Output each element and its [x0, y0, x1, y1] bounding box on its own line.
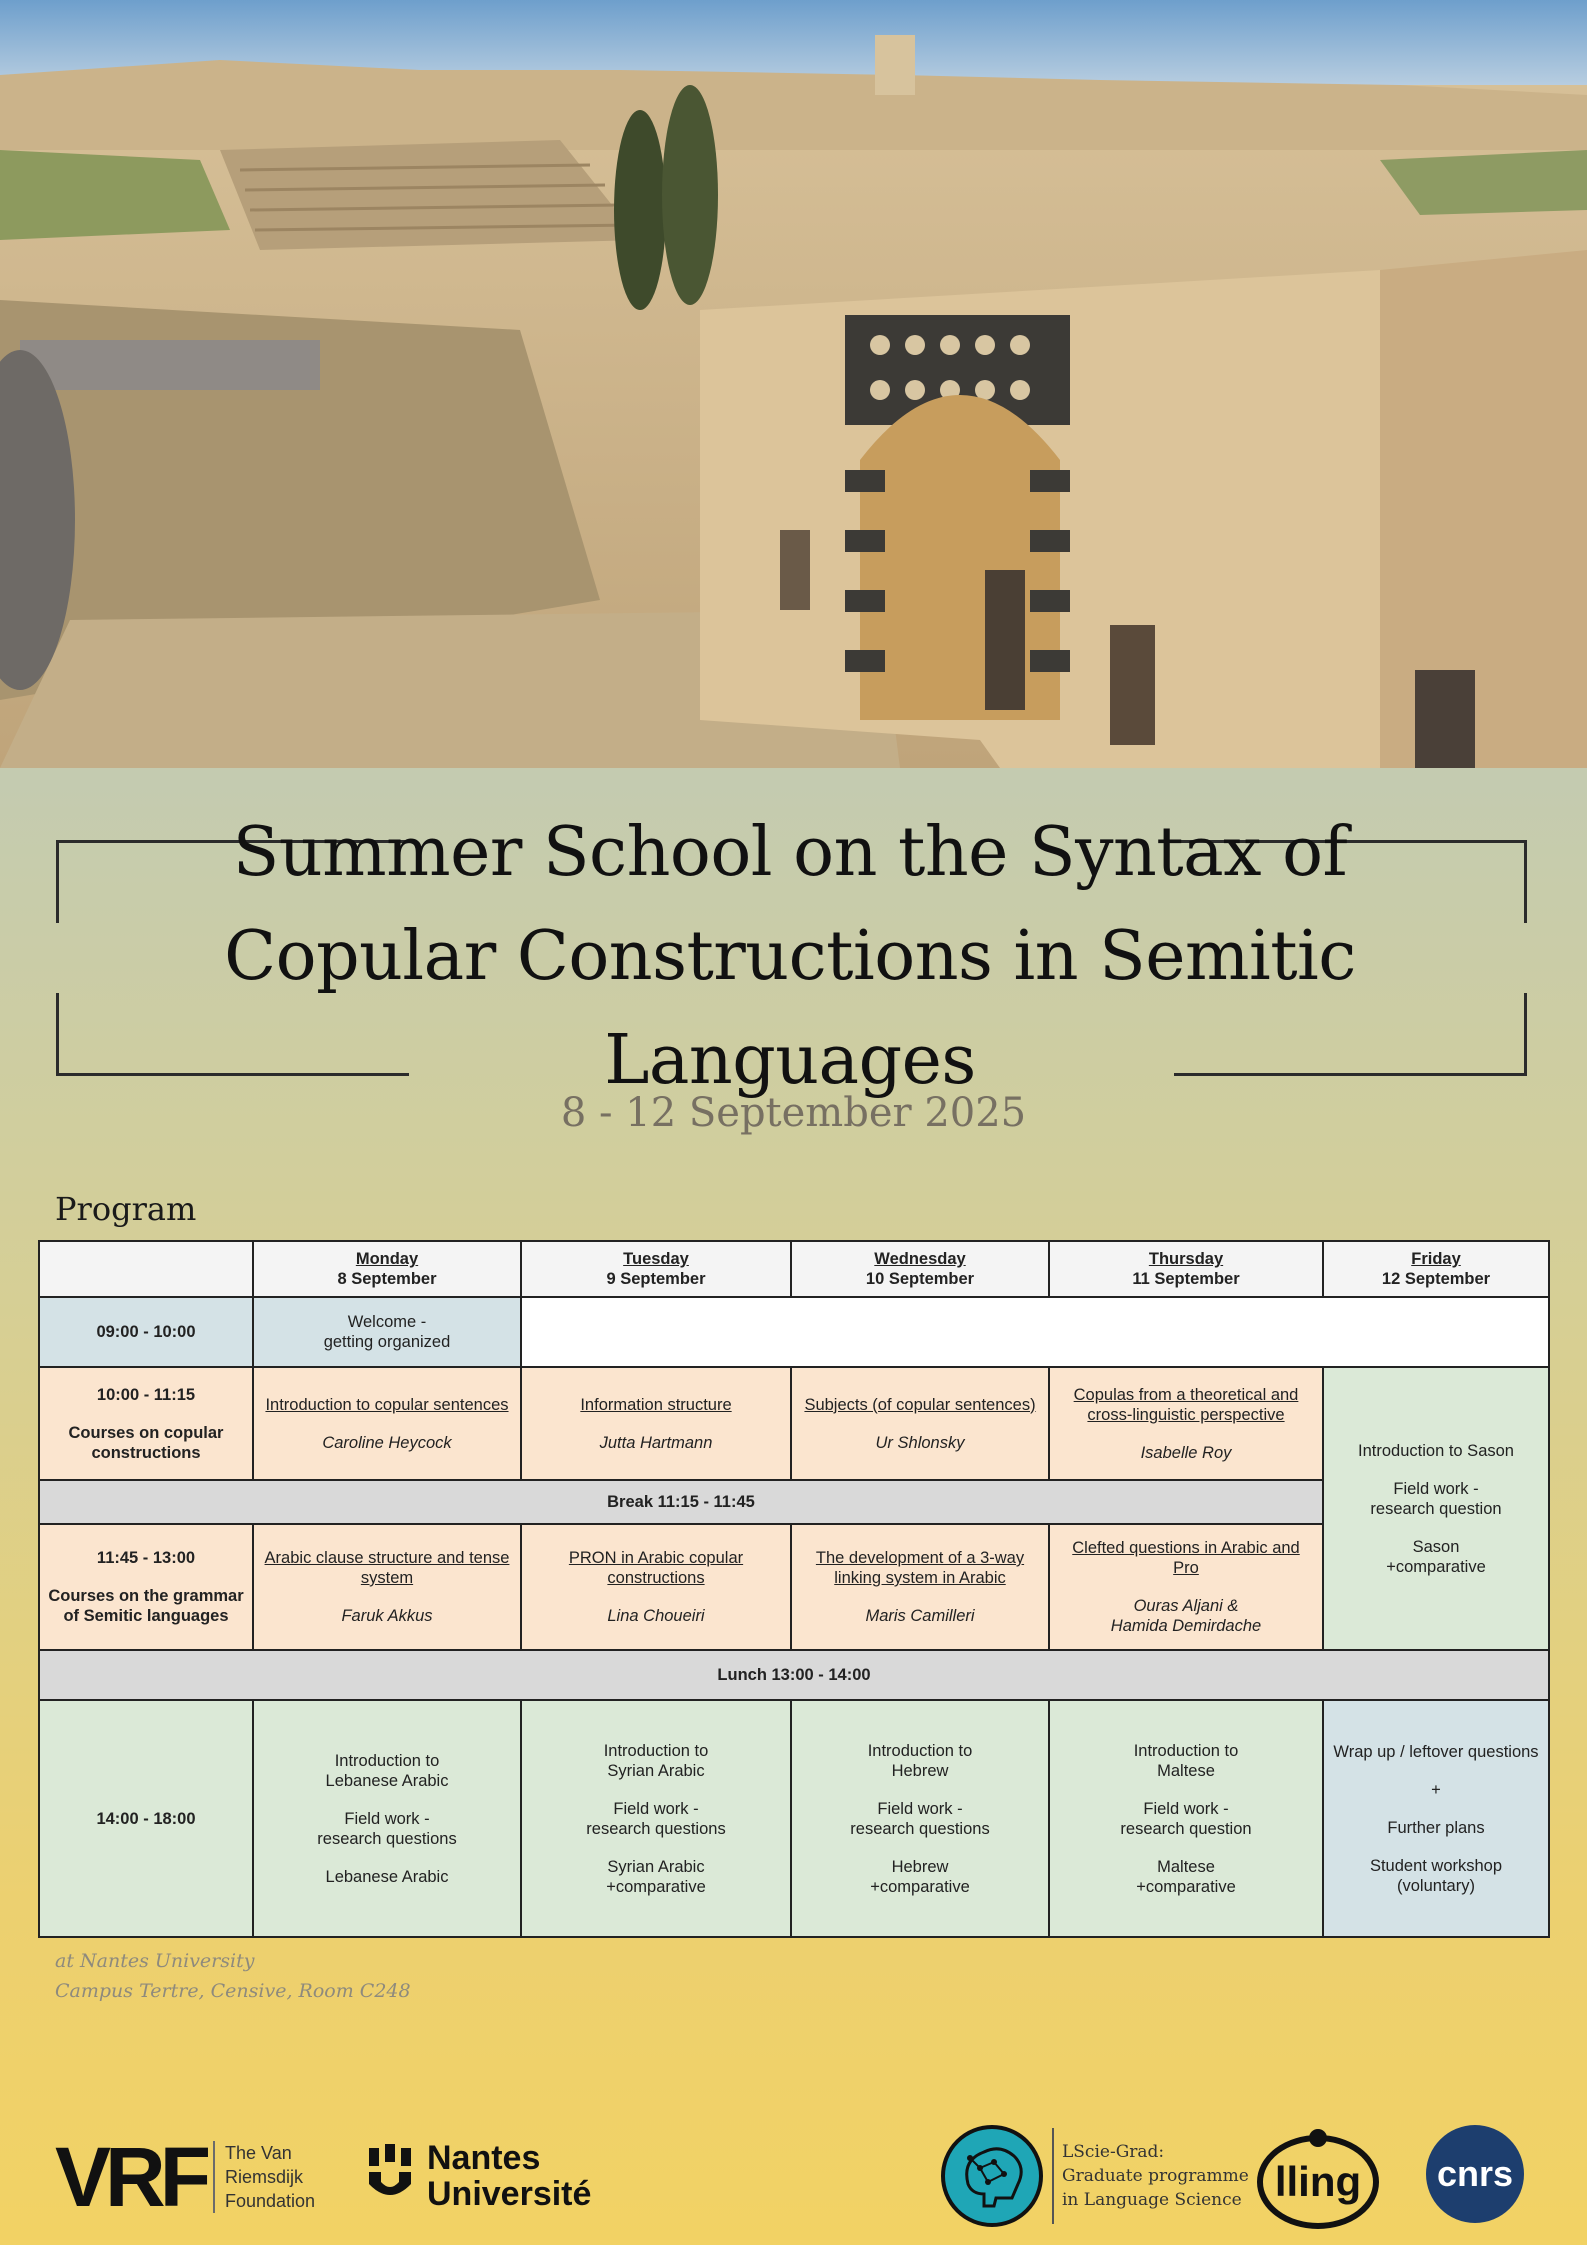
citadel-photo [0, 0, 1587, 768]
vrf-name-line: Foundation [225, 2191, 316, 2211]
afternoon-line: Hebrew [891, 1857, 949, 1876]
time-label: 11:45 - 13:00 [96, 1548, 196, 1567]
course-title: Subjects (of copular sentences) [804, 1395, 1036, 1414]
friday-line: Student workshop [1369, 1856, 1503, 1875]
afternoon-line: Field work - [1143, 1799, 1229, 1818]
afternoon-line: Field work - [877, 1799, 963, 1818]
course-title: The development of a 3-way linking system in Arabic [815, 1548, 1025, 1587]
vrf-name [225, 2141, 385, 2213]
venue-line: at Nantes University [55, 1950, 255, 1972]
day-name: Friday [1411, 1250, 1461, 1269]
afternoon-cell [253, 1700, 521, 1937]
venue [55, 1946, 411, 2006]
afternoon-line: +comparative [1136, 1877, 1236, 1896]
afternoon-line: Maltese [1157, 1857, 1215, 1876]
lscie-divider [1052, 2128, 1054, 2224]
header-day [521, 1241, 791, 1297]
afternoon-line: Maltese [1157, 1761, 1215, 1780]
course-cell [253, 1367, 521, 1479]
nantes-mark-icon [365, 2144, 415, 2204]
afternoon-line: research questions [586, 1819, 726, 1838]
lscie-text-line: LScie-Grad: [1062, 2142, 1165, 2162]
day-date: 12 September [1381, 1270, 1491, 1289]
course-title: PRON in Arabic copular constructions [568, 1548, 744, 1587]
session1-row [39, 1367, 1549, 1479]
day-date: 9 September [606, 1270, 706, 1289]
afternoon-line: Hebrew [891, 1761, 949, 1780]
course-cell [791, 1524, 1049, 1650]
afternoon-cell [1049, 1700, 1323, 1937]
course-cell [253, 1524, 521, 1650]
friday-morning-cell [1323, 1367, 1549, 1650]
header-day [1049, 1241, 1323, 1297]
afternoon-line: research question [1120, 1819, 1252, 1838]
schedule-table [38, 1240, 1550, 1938]
course-speaker: Faruk Akkus [341, 1606, 433, 1625]
afternoon-line: Introduction to [1133, 1741, 1239, 1760]
afternoon-line: research questions [850, 1819, 990, 1838]
course-title: Arabic clause structure and tense system [264, 1548, 510, 1587]
nantes-name-line: Université [427, 2175, 592, 2213]
course-title: Clefted questions in Arabic and Pro [1072, 1538, 1300, 1577]
afternoon-line: Syrian Arabic [607, 1857, 705, 1876]
lscie-text-line: in Language Science [1062, 2190, 1242, 2210]
friday-line: +comparative [1386, 1557, 1486, 1576]
friday-line: Sason [1412, 1537, 1460, 1556]
header-day [1323, 1241, 1549, 1297]
welcome-row [39, 1297, 1549, 1367]
friday-line: Field work - [1393, 1479, 1479, 1498]
nantes-name [427, 2140, 667, 2212]
afternoon-line: Field work - [613, 1799, 699, 1818]
day-name: Tuesday [623, 1250, 689, 1269]
break-row [39, 1480, 1549, 1524]
afternoon-cell [791, 1700, 1049, 1937]
event-dates: 8 - 12 September 2025 [560, 1090, 1027, 1136]
welcome-line: getting organized [323, 1333, 451, 1352]
course-cell [521, 1524, 791, 1650]
afternoon-line: Introduction to [603, 1741, 709, 1760]
course-title: Copulas from a theoretical and cross-linguistic perspective [1073, 1385, 1299, 1424]
day-date: 8 September [337, 1270, 437, 1289]
afternoon-cell [521, 1700, 791, 1937]
course-speaker: Isabelle Roy [1140, 1443, 1232, 1462]
cnrs-logo [1425, 2124, 1525, 2224]
day-name: Monday [355, 1250, 419, 1269]
page-title: Summer School on the Syntax of Copular Constructions in Semitic Languages [224, 813, 1356, 1100]
course-speaker: Maris Camilleri [865, 1606, 975, 1625]
empty-cell [521, 1297, 1549, 1367]
course-title: Introduction to copular sentences [265, 1395, 509, 1414]
vrf-divider [213, 2141, 215, 2213]
brain-network-icon [940, 2124, 1044, 2228]
friday-line: Further plans [1387, 1818, 1485, 1837]
time-cell: 09:00 - 10:00 [39, 1297, 253, 1367]
course-speaker: Lina Choueiri [607, 1606, 705, 1625]
course-speaker: Caroline Heycock [322, 1433, 452, 1452]
welcome-cell [253, 1297, 521, 1367]
welcome-line: Welcome - [347, 1313, 427, 1332]
lling-logo [1256, 2124, 1380, 2232]
day-name: Wednesday [874, 1250, 966, 1269]
afternoon-line: Introduction to [334, 1751, 440, 1770]
friday-line: Introduction to Sason [1358, 1441, 1514, 1460]
friday-line: + [1431, 1780, 1441, 1799]
lunch-row [39, 1650, 1549, 1700]
cnrs-label: cnrs [1436, 2153, 1514, 2194]
course-cell [791, 1367, 1049, 1479]
session2-row [39, 1524, 1549, 1650]
session-label-cell [39, 1367, 253, 1479]
vrf-mark: VRF [55, 2130, 205, 2224]
afternoon-line: +comparative [606, 1877, 706, 1896]
course-cell [521, 1367, 791, 1479]
afternoon-line: +comparative [870, 1877, 970, 1896]
time-cell: 14:00 - 18:00 [39, 1700, 253, 1937]
course-cell [1049, 1367, 1323, 1479]
nantes-name-line: Nantes [427, 2139, 541, 2177]
friday-line: (voluntary) [1397, 1876, 1475, 1895]
afternoon-line: Syrian Arabic [607, 1761, 705, 1780]
title-frame [56, 813, 1524, 1100]
lling-label: lling [1274, 2158, 1362, 2205]
vrf-name-line: Riemsdijk [225, 2167, 304, 2187]
afternoon-row [39, 1700, 1549, 1937]
vrf-name-line: The Van [225, 2143, 292, 2163]
afternoon-line: research questions [317, 1829, 457, 1848]
session-label-cell [39, 1524, 253, 1650]
afternoon-line: Lebanese Arabic [325, 1771, 449, 1790]
course-speaker: Hamida Demirdache [1110, 1616, 1262, 1635]
course-speaker: Ouras Aljani & [1133, 1596, 1239, 1615]
venue-line: Campus Tertre, Censive, Room C248 [55, 1980, 411, 2002]
session-label: Courses on the grammar of Semitic languages [48, 1586, 244, 1625]
program-heading: Program [55, 1190, 197, 1228]
lunch-cell: Lunch 13:00 - 14:00 [39, 1650, 1549, 1700]
day-name: Thursday [1148, 1250, 1224, 1269]
course-speaker: Ur Shlonsky [875, 1433, 965, 1452]
afternoon-line: Field work - [344, 1809, 430, 1828]
header-day [791, 1241, 1049, 1297]
session-label: Courses on copular constructions [68, 1423, 224, 1462]
friday-afternoon-cell [1323, 1700, 1549, 1937]
course-cell [1049, 1524, 1323, 1650]
lscie-text [1062, 2140, 1262, 2212]
header-corner [39, 1241, 253, 1297]
friday-line: Wrap up / leftover questions [1333, 1742, 1539, 1761]
day-date: 11 September [1132, 1270, 1240, 1289]
header-day [253, 1241, 521, 1297]
friday-line: research question [1370, 1499, 1502, 1518]
break-cell: Break 11:15 - 11:45 [39, 1480, 1323, 1524]
header-row [39, 1241, 1549, 1297]
course-speaker: Jutta Hartmann [599, 1433, 713, 1452]
afternoon-line: Introduction to [867, 1741, 973, 1760]
course-title: Information structure [580, 1395, 732, 1414]
time-label: 10:00 - 11:15 [96, 1385, 196, 1404]
afternoon-line: Lebanese Arabic [325, 1867, 449, 1886]
day-date: 10 September [865, 1270, 975, 1289]
lscie-text-line: Graduate programme [1062, 2166, 1249, 2186]
